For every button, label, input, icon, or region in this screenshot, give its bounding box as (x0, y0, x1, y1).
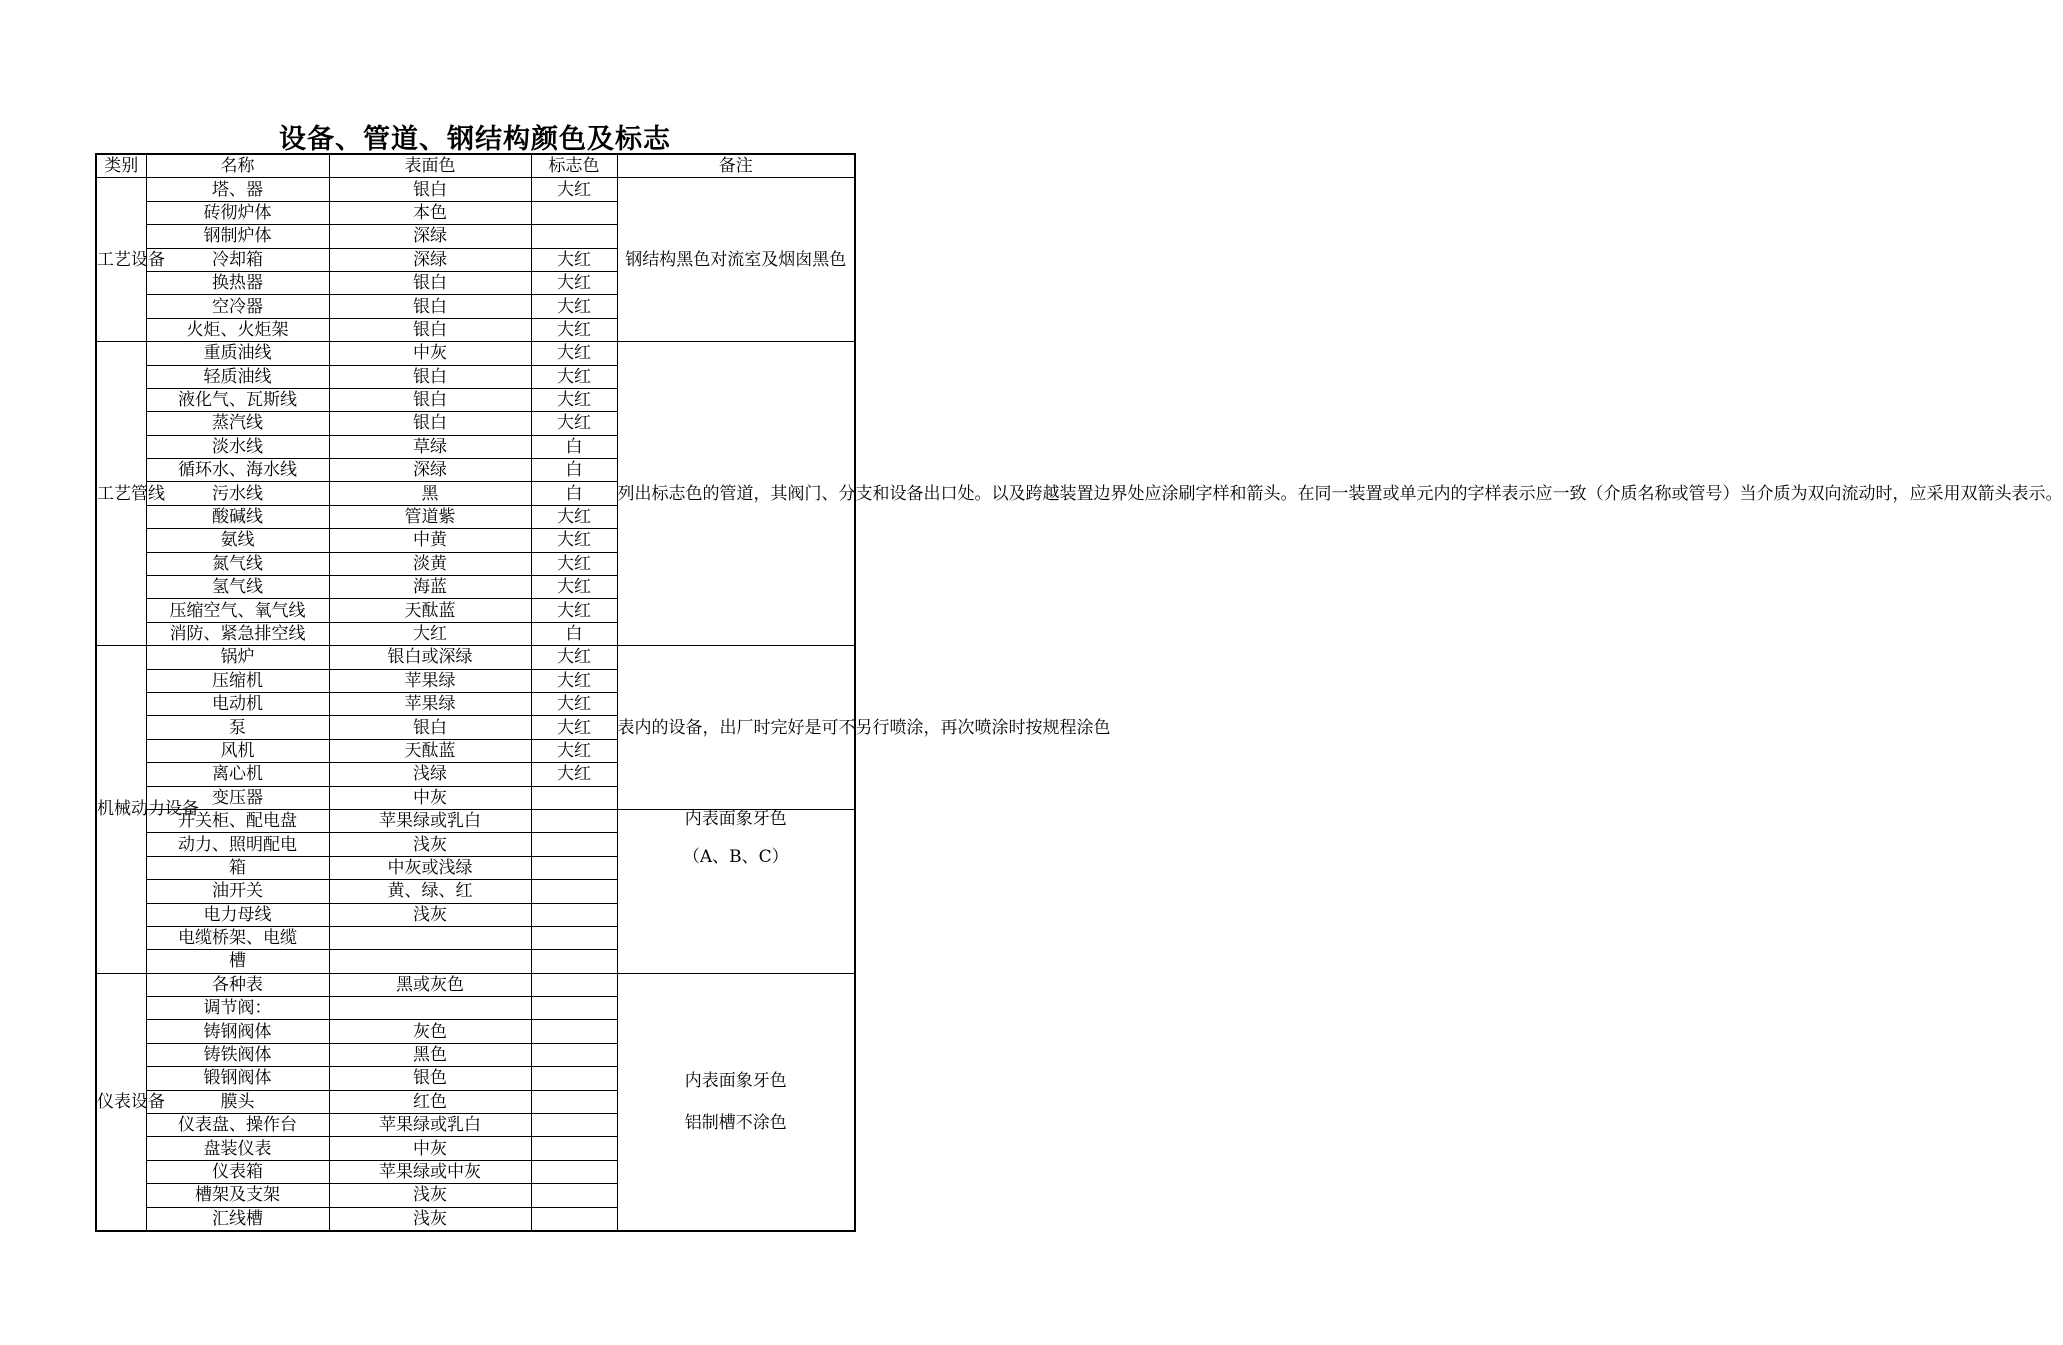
remark-instrument-aluminum: 铝制槽不涂色 (684, 1112, 787, 1133)
cell-mark-color (531, 1137, 617, 1160)
cell-surface-color: 浅灰 (329, 1184, 531, 1207)
cell-surface-color: 浅灰 (329, 833, 531, 856)
remark-process-pipeline: 列出标志色的管道，其阀门、分支和设备出口处。以及跨越装置边界处应涂刷字样和箭头。在同一装置或单元内的字样表示应一致（介质名称或管号）当介质为双向流动时，应采用双箭头表示。 (617, 483, 2063, 504)
cell-name: 各种表 (146, 973, 329, 996)
cell-surface-color: 银白 (329, 365, 531, 388)
remark-mechanical-inner-color: 内表面象牙色 (684, 808, 787, 829)
cell-surface-color: 苹果绿 (329, 669, 531, 692)
cell-name: 开关柜、配电盘 (146, 809, 329, 832)
cell-mark-color: 大红 (531, 178, 617, 201)
cell-mark-color (531, 1043, 617, 1066)
cell-mark-color (531, 950, 617, 973)
cell-name: 变压器 (146, 786, 329, 809)
cell-name: 动力、照明配电 (146, 833, 329, 856)
cell-name: 换热器 (146, 271, 329, 294)
cell-mark-color (531, 856, 617, 879)
cell-surface-color: 淡黄 (329, 552, 531, 575)
cell-mark-color: 大红 (531, 412, 617, 435)
cell-name: 轻质油线 (146, 365, 329, 388)
cell-name: 风机 (146, 739, 329, 762)
cell-name: 砖彻炉体 (146, 201, 329, 224)
cell-name: 氨线 (146, 529, 329, 552)
cell-surface-color: 浅灰 (329, 1207, 531, 1231)
cell-mark-color (531, 880, 617, 903)
cell-name: 酸碱线 (146, 505, 329, 528)
cell-surface-color: 大红 (329, 622, 531, 645)
cell-mark-color: 白 (531, 435, 617, 458)
cell-surface-color: 黑 (329, 482, 531, 505)
cell-name: 淡水线 (146, 435, 329, 458)
cell-mark-color (531, 1114, 617, 1137)
cell-mark-color (531, 1184, 617, 1207)
cell-name: 锅炉 (146, 646, 329, 669)
remark-process-equipment: 钢结构黑色对流室及烟囱黑色 (625, 249, 847, 270)
header-surface-color: 表面色 (329, 154, 531, 178)
cell-surface-color: 银白 (329, 412, 531, 435)
category-process-equipment: 工艺设备 (96, 178, 146, 342)
cell-surface-color: 黑或灰色 (329, 973, 531, 996)
table-body (96, 178, 2063, 1231)
cell-mark-color (531, 1020, 617, 1043)
cell-remark (617, 646, 1111, 810)
cell-mark-color: 大红 (531, 248, 617, 271)
cell-surface-color: 苹果绿 (329, 692, 531, 715)
header-row (96, 154, 855, 178)
cell-mark-color: 大红 (531, 295, 617, 318)
cell-mark-color: 大红 (531, 716, 617, 739)
cell-surface-color: 中灰或浅绿 (329, 856, 531, 879)
cell-mark-color (531, 1090, 617, 1113)
cell-mark-color (531, 833, 617, 856)
cell-surface-color: 深绿 (329, 248, 531, 271)
cell-mark-color: 大红 (531, 576, 617, 599)
cell-name: 空冷器 (146, 295, 329, 318)
cell-surface-color: 银白或深绿 (329, 646, 531, 669)
cell-mark-color: 大红 (531, 692, 617, 715)
cell-mark-color (531, 809, 617, 832)
cell-name: 槽架及支架 (146, 1184, 329, 1207)
cell-mark-color: 大红 (531, 739, 617, 762)
header-category: 类别 (96, 154, 146, 178)
cell-name: 塔、器 (146, 178, 329, 201)
cell-surface-color: 天酞蓝 (329, 739, 531, 762)
table-row (96, 342, 855, 365)
cell-mark-color: 白 (531, 482, 617, 505)
cell-name: 冷却箱 (146, 248, 329, 271)
document-title: 设备、管道、钢结构颜色及标志 (279, 124, 671, 155)
cell-surface-color: 本色 (329, 201, 531, 224)
cell-name: 压缩空气、氧气线 (146, 599, 329, 622)
cell-name: 仪表箱 (146, 1160, 329, 1183)
cell-mark-color: 白 (531, 622, 617, 645)
color-marking-table (95, 153, 2063, 1232)
header-name: 名称 (146, 154, 329, 178)
cell-surface-color: 深绿 (329, 225, 531, 248)
cell-name: 液化气、瓦斯线 (146, 388, 329, 411)
cell-mark-color: 大红 (531, 505, 617, 528)
cell-name: 污水线 (146, 482, 329, 505)
table-row (96, 178, 855, 201)
cell-surface-color: 中黄 (329, 529, 531, 552)
cell-mark-color: 大红 (531, 365, 617, 388)
cell-name: 电动机 (146, 692, 329, 715)
table-row (96, 646, 855, 669)
cell-mark-color (531, 1160, 617, 1183)
cell-name: 铸钢阀体 (146, 1020, 329, 1043)
cell-name: 重质油线 (146, 342, 329, 365)
cell-surface-color: 苹果绿或中灰 (329, 1160, 531, 1183)
cell-name: 膜头 (146, 1090, 329, 1113)
cell-mark-color (531, 786, 617, 809)
category-instrument: 仪表设备 (96, 973, 146, 1231)
cell-name: 仪表盘、操作台 (146, 1114, 329, 1137)
cell-surface-color: 黄、绿、红 (329, 880, 531, 903)
cell-surface-color: 苹果绿或乳白 (329, 1114, 531, 1137)
cell-mark-color (531, 1067, 617, 1090)
cell-mark-color (531, 973, 617, 996)
cell-mark-color: 大红 (531, 271, 617, 294)
cell-name: 蒸汽线 (146, 412, 329, 435)
cell-mark-color (531, 1207, 617, 1231)
cell-name: 循环水、海水线 (146, 459, 329, 482)
cell-name: 箱 (146, 856, 329, 879)
cell-mark-color: 大红 (531, 669, 617, 692)
cell-surface-color: 天酞蓝 (329, 599, 531, 622)
cell-surface-color: 银白 (329, 716, 531, 739)
cell-surface-color: 黑色 (329, 1043, 531, 1066)
cell-name: 电力母线 (146, 903, 329, 926)
cell-name: 氢气线 (146, 576, 329, 599)
cell-mark-color (531, 926, 617, 949)
cell-name: 盘装仪表 (146, 1137, 329, 1160)
remark-instrument-inner-color: 内表面象牙色 (684, 1070, 787, 1091)
cell-name: 钢制炉体 (146, 225, 329, 248)
remark-mechanical-equipment: 表内的设备，出厂时完好是可不另行喷涂，再次喷涂时按规程涂色 (617, 717, 1111, 738)
cell-surface-color: 浅绿 (329, 763, 531, 786)
category-process-pipeline: 工艺管线 (96, 342, 146, 646)
cell-surface-color (329, 997, 531, 1020)
cell-surface-color: 银白 (329, 318, 531, 341)
cell-surface-color: 银白 (329, 295, 531, 318)
cell-name: 锻钢阀体 (146, 1067, 329, 1090)
cell-surface-color: 深绿 (329, 459, 531, 482)
cell-surface-color: 中灰 (329, 1137, 531, 1160)
cell-remark (617, 809, 855, 973)
cell-remark (617, 178, 855, 342)
cell-surface-color: 中灰 (329, 786, 531, 809)
cell-mark-color: 大红 (531, 646, 617, 669)
cell-mark-color (531, 997, 617, 1020)
cell-mark-color: 白 (531, 459, 617, 482)
cell-mark-color: 大红 (531, 318, 617, 341)
cell-surface-color: 海蓝 (329, 576, 531, 599)
cell-surface-color: 草绿 (329, 435, 531, 458)
cell-surface-color: 灰色 (329, 1020, 531, 1043)
cell-name: 槽 (146, 950, 329, 973)
cell-mark-color: 大红 (531, 552, 617, 575)
table-row (96, 809, 855, 832)
cell-name: 氮气线 (146, 552, 329, 575)
cell-mark-color (531, 201, 617, 224)
cell-name: 汇线槽 (146, 1207, 329, 1231)
cell-remark (617, 342, 2063, 646)
cell-name: 泵 (146, 716, 329, 739)
cell-surface-color (329, 950, 531, 973)
table-row (96, 973, 855, 996)
cell-name: 离心机 (146, 763, 329, 786)
cell-name: 消防、紧急排空线 (146, 622, 329, 645)
header-mark-color: 标志色 (531, 154, 617, 178)
cell-mark-color (531, 225, 617, 248)
cell-mark-color: 大红 (531, 388, 617, 411)
cell-name: 油开关 (146, 880, 329, 903)
cell-name: 铸铁阀体 (146, 1043, 329, 1066)
cell-name: 压缩机 (146, 669, 329, 692)
cell-surface-color: 银白 (329, 271, 531, 294)
cell-surface-color: 银白 (329, 388, 531, 411)
cell-surface-color: 管道紫 (329, 505, 531, 528)
cell-mark-color: 大红 (531, 599, 617, 622)
cell-surface-color: 中灰 (329, 342, 531, 365)
cell-mark-color: 大红 (531, 529, 617, 552)
cell-mark-color (531, 903, 617, 926)
cell-surface-color: 银白 (329, 178, 531, 201)
cell-surface-color: 红色 (329, 1090, 531, 1113)
cell-surface-color: 银色 (329, 1067, 531, 1090)
cell-surface-color: 浅灰 (329, 903, 531, 926)
header-remark: 备注 (617, 154, 855, 178)
cell-mark-color: 大红 (531, 342, 617, 365)
cell-name: 调节阀： (146, 997, 329, 1020)
remark-mechanical-abc: （A、B、C） (682, 846, 789, 867)
cell-name: 火炬、火炬架 (146, 318, 329, 341)
cell-mark-color: 大红 (531, 763, 617, 786)
cell-name: 电缆桥架、电缆 (146, 926, 329, 949)
cell-remark (617, 973, 855, 1231)
category-mechanical-power: 机械动力设备 (96, 646, 146, 973)
cell-surface-color: 苹果绿或乳白 (329, 809, 531, 832)
cell-surface-color (329, 926, 531, 949)
